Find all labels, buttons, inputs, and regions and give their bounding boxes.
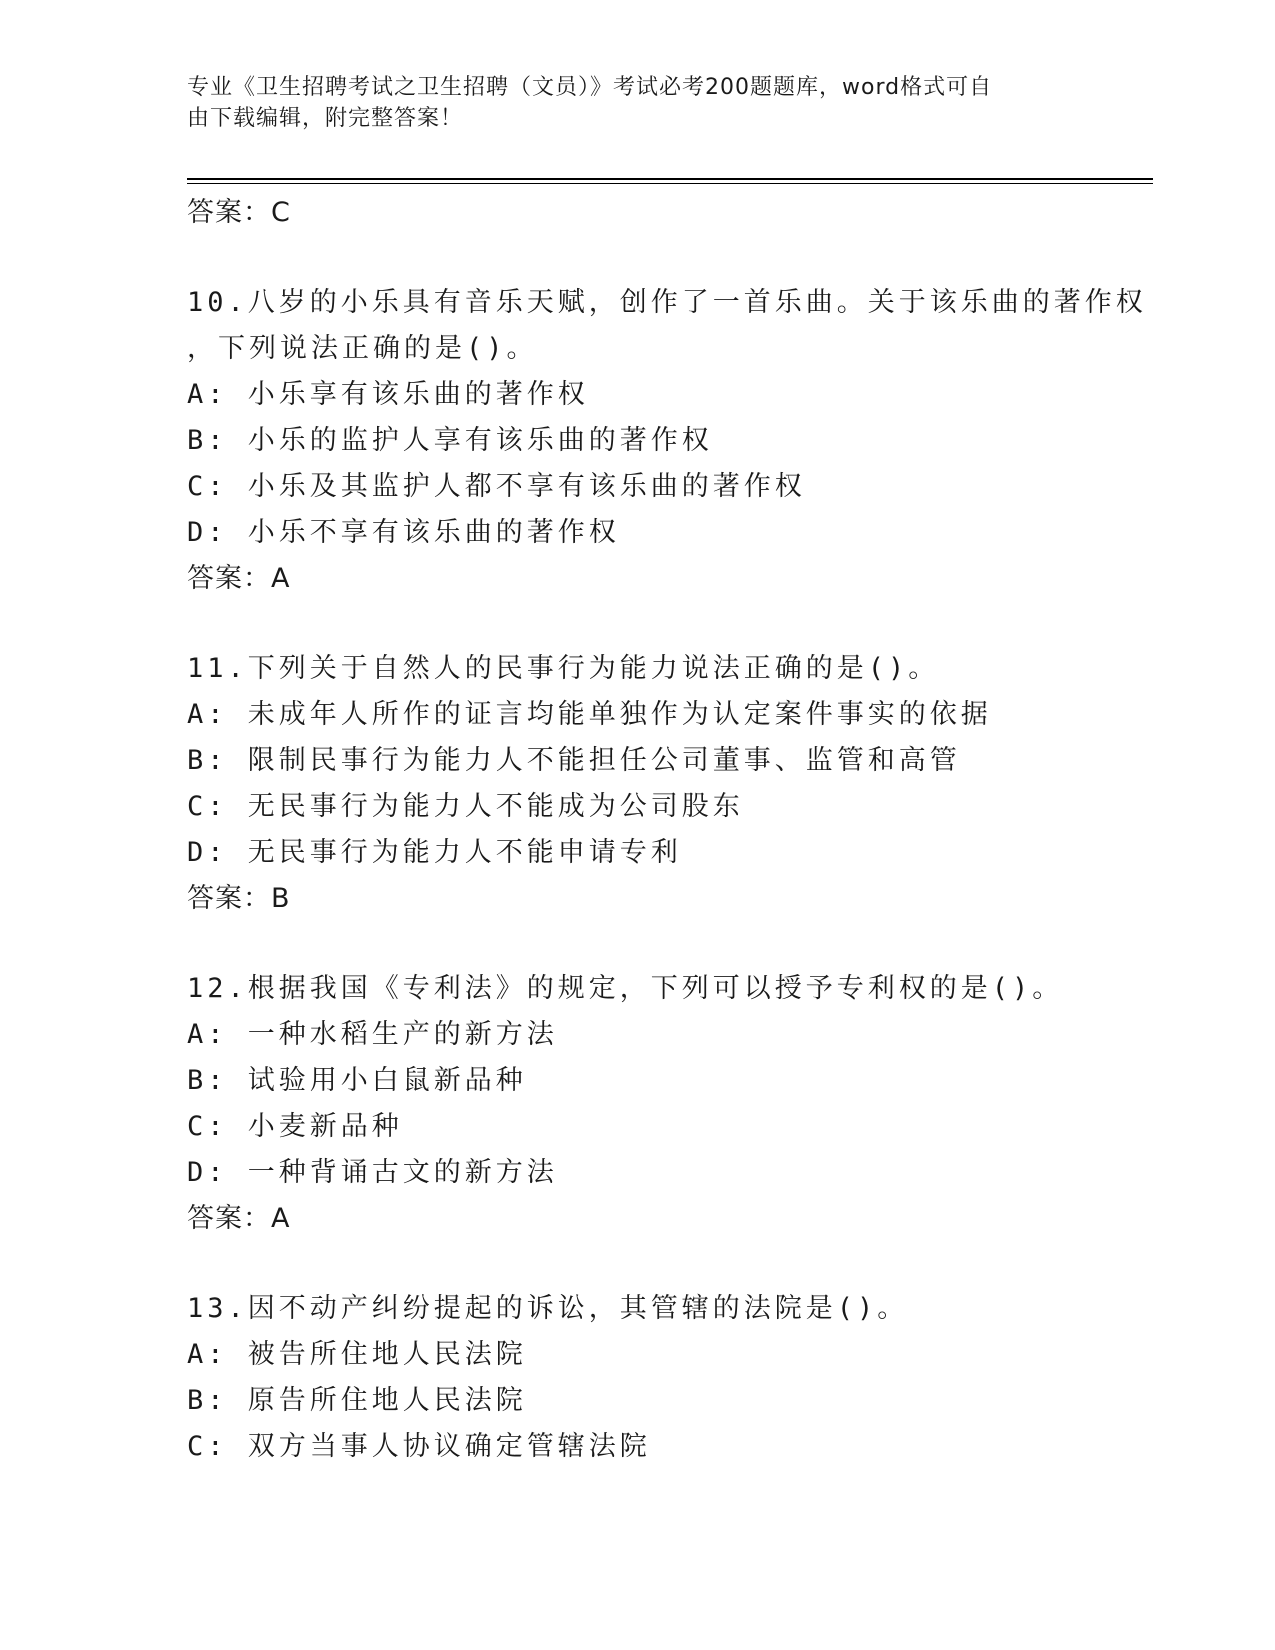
header-line-1: 专业《卫生招聘考试之卫生招聘（文员）》考试必考200题题库，word格式可自 <box>187 75 993 100</box>
question-list <box>187 190 1147 1470</box>
option-d: D: 一种背诵古文的新方法 <box>187 1157 558 1188</box>
question-12 <box>187 966 1087 1242</box>
answer-label: 答案：A <box>187 1203 291 1234</box>
option-b: B: 试验用小白鼠新品种 <box>187 1065 527 1096</box>
option-d: D: 无民事行为能力人不能申请专利 <box>187 837 682 868</box>
header-divider-thin <box>187 183 1153 184</box>
answer-label: 答案：C <box>187 197 291 228</box>
document-header <box>187 72 1087 134</box>
question-stem: 11.下列关于自然人的民事行为能力说法正确的是()。 <box>187 653 940 684</box>
header-divider-thick <box>187 178 1153 180</box>
option-c: C: 双方当事人协议确定管辖法院 <box>187 1431 651 1462</box>
question-10 <box>187 280 1147 602</box>
option-b: B: 限制民事行为能力人不能担任公司董事、监管和高管 <box>187 745 961 776</box>
option-b: B: 原告所住地人民法院 <box>187 1385 527 1416</box>
option-c: C: 小乐及其监护人都不享有该乐曲的著作权 <box>187 471 806 502</box>
option-a: A: 小乐享有该乐曲的著作权 <box>187 379 589 410</box>
option-b: B: 小乐的监护人享有该乐曲的著作权 <box>187 425 713 456</box>
question-stem: 12.根据我国《专利法》的规定，下列可以授予专利权的是()。 <box>187 973 1064 1004</box>
question-11 <box>187 646 1087 922</box>
question-stem: 13.因不动产纠纷提起的诉讼，其管辖的法院是()。 <box>187 1293 909 1324</box>
option-d: D: 小乐不享有该乐曲的著作权 <box>187 517 620 548</box>
option-a: A: 未成年人所作的证言均能单独作为认定案件事实的依据 <box>187 699 992 730</box>
option-c: C: 无民事行为能力人不能成为公司股东 <box>187 791 744 822</box>
option-c: C: 小麦新品种 <box>187 1111 403 1142</box>
answer-label: 答案：A <box>187 563 291 594</box>
question-stem: 10.八岁的小乐具有音乐天赋，创作了一首乐曲。关于该乐曲的著作权 <box>187 287 1147 318</box>
header-line-2: 由下载编辑，附完整答案！ <box>187 106 464 131</box>
answer-label: 答案：B <box>187 883 291 914</box>
option-a: A: 被告所住地人民法院 <box>187 1339 527 1370</box>
question-stem: ，下列说法正确的是()。 <box>187 333 538 364</box>
question-13 <box>187 1286 1087 1470</box>
option-a: A: 一种水稻生产的新方法 <box>187 1019 558 1050</box>
